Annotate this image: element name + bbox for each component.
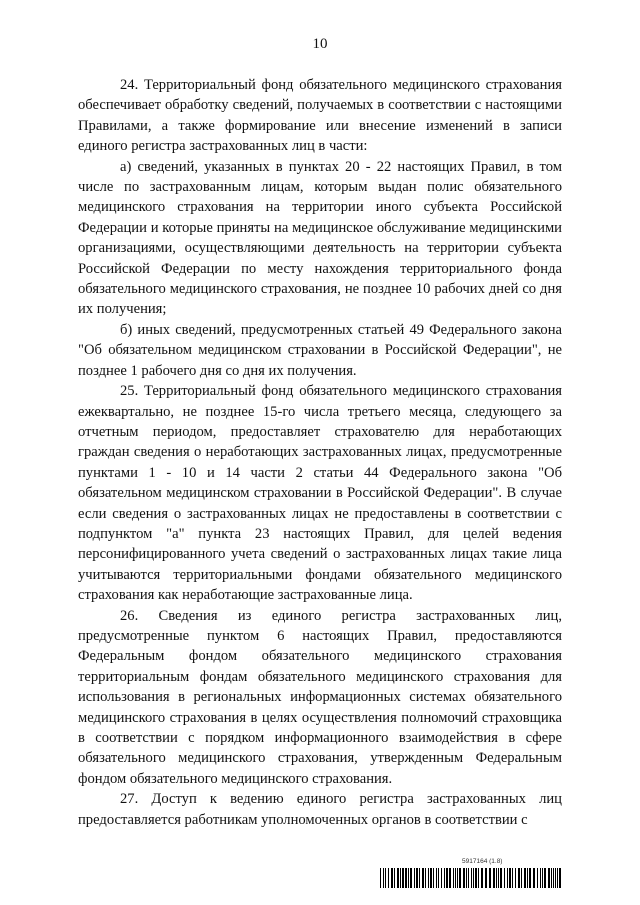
- paragraph-27: 27. Доступ к ведению единого регистра застрахованных лиц предоставляется работникам уполномоченных органов в соответствии с: [78, 791, 562, 828]
- paragraph-24-a: а) сведений, указанных в пунктах 20 - 22 настоящих Правил, в том числе по застрахованным лицам, которым выдан полис обязательного медицинского страхования на территории иного субъекта Российской Федерации и которые приняты на медицинское обслуживание медицинскими организациями, осуществляющими деятельность на территории субъекта Российской Федерации по месту нахождения территориального фонда обязательного медицинского страхования, не позднее 10 рабочих дней со дня их получения;: [78, 158, 562, 318]
- paragraph-25: 25. Территориальный фонд обязательного медицинского страхования ежеквартально, не позднее 15-го числа третьего месяца, следующего за отчетным периодом, предоставляет страхователю для неработающих граждан сведения о неработающих застрахованных лицах, предусмотренные пунктами 1 - 10 и 14 части 2 статьи 44 Федерального закона "Об обязательном медицинском страховании в Российской Федерации". В случае если сведения о застрахованных лицах не предоставлены в соответствии с подпунктом "а" пункта 23 настоящих Правил, для целей ведения персонифицированного учета сведений о застрахованных лицах такие лица учитываются территориальными фондами обязательного медицинского страхования как неработающие застрахованные лица.: [78, 383, 562, 604]
- document-body: [78, 75, 562, 830]
- paragraph-24-b: б) иных сведений, предусмотренных статьей 49 Федерального закона "Об обязательном медицинском страховании в Российской Федерации", не позднее 1 рабочего дня со дня их получения.: [78, 321, 562, 379]
- barcode-icon: [380, 868, 562, 888]
- paragraph-26: 26. Сведения из единого регистра застрахованных лиц, предусмотренные пунктом 6 настоящих Правил, предоставляются Федеральным фондом обязательного медицинского страхования территориальным фондам обязательного медицинского страхования для использования в региональных информационных системах обязательного медицинского страхования в целях осуществления полномочий страховщика в соответствии с порядком информационного взаимодействия в сфере обязательного медицинского страхования, утвержденным Федеральным фондом обязательного медицинского страхования.: [78, 607, 562, 787]
- document-code: 5917164 (1.8): [462, 858, 503, 865]
- page-number: 10: [312, 36, 328, 52]
- paragraph-24: 24. Территориальный фонд обязательного медицинского страхования обеспечивает обработку сведений, получаемых в соответствии с настоящими Правилами, а также формирование или внесение изменений в записи единого регистра застрахованных лиц в части:: [78, 77, 562, 155]
